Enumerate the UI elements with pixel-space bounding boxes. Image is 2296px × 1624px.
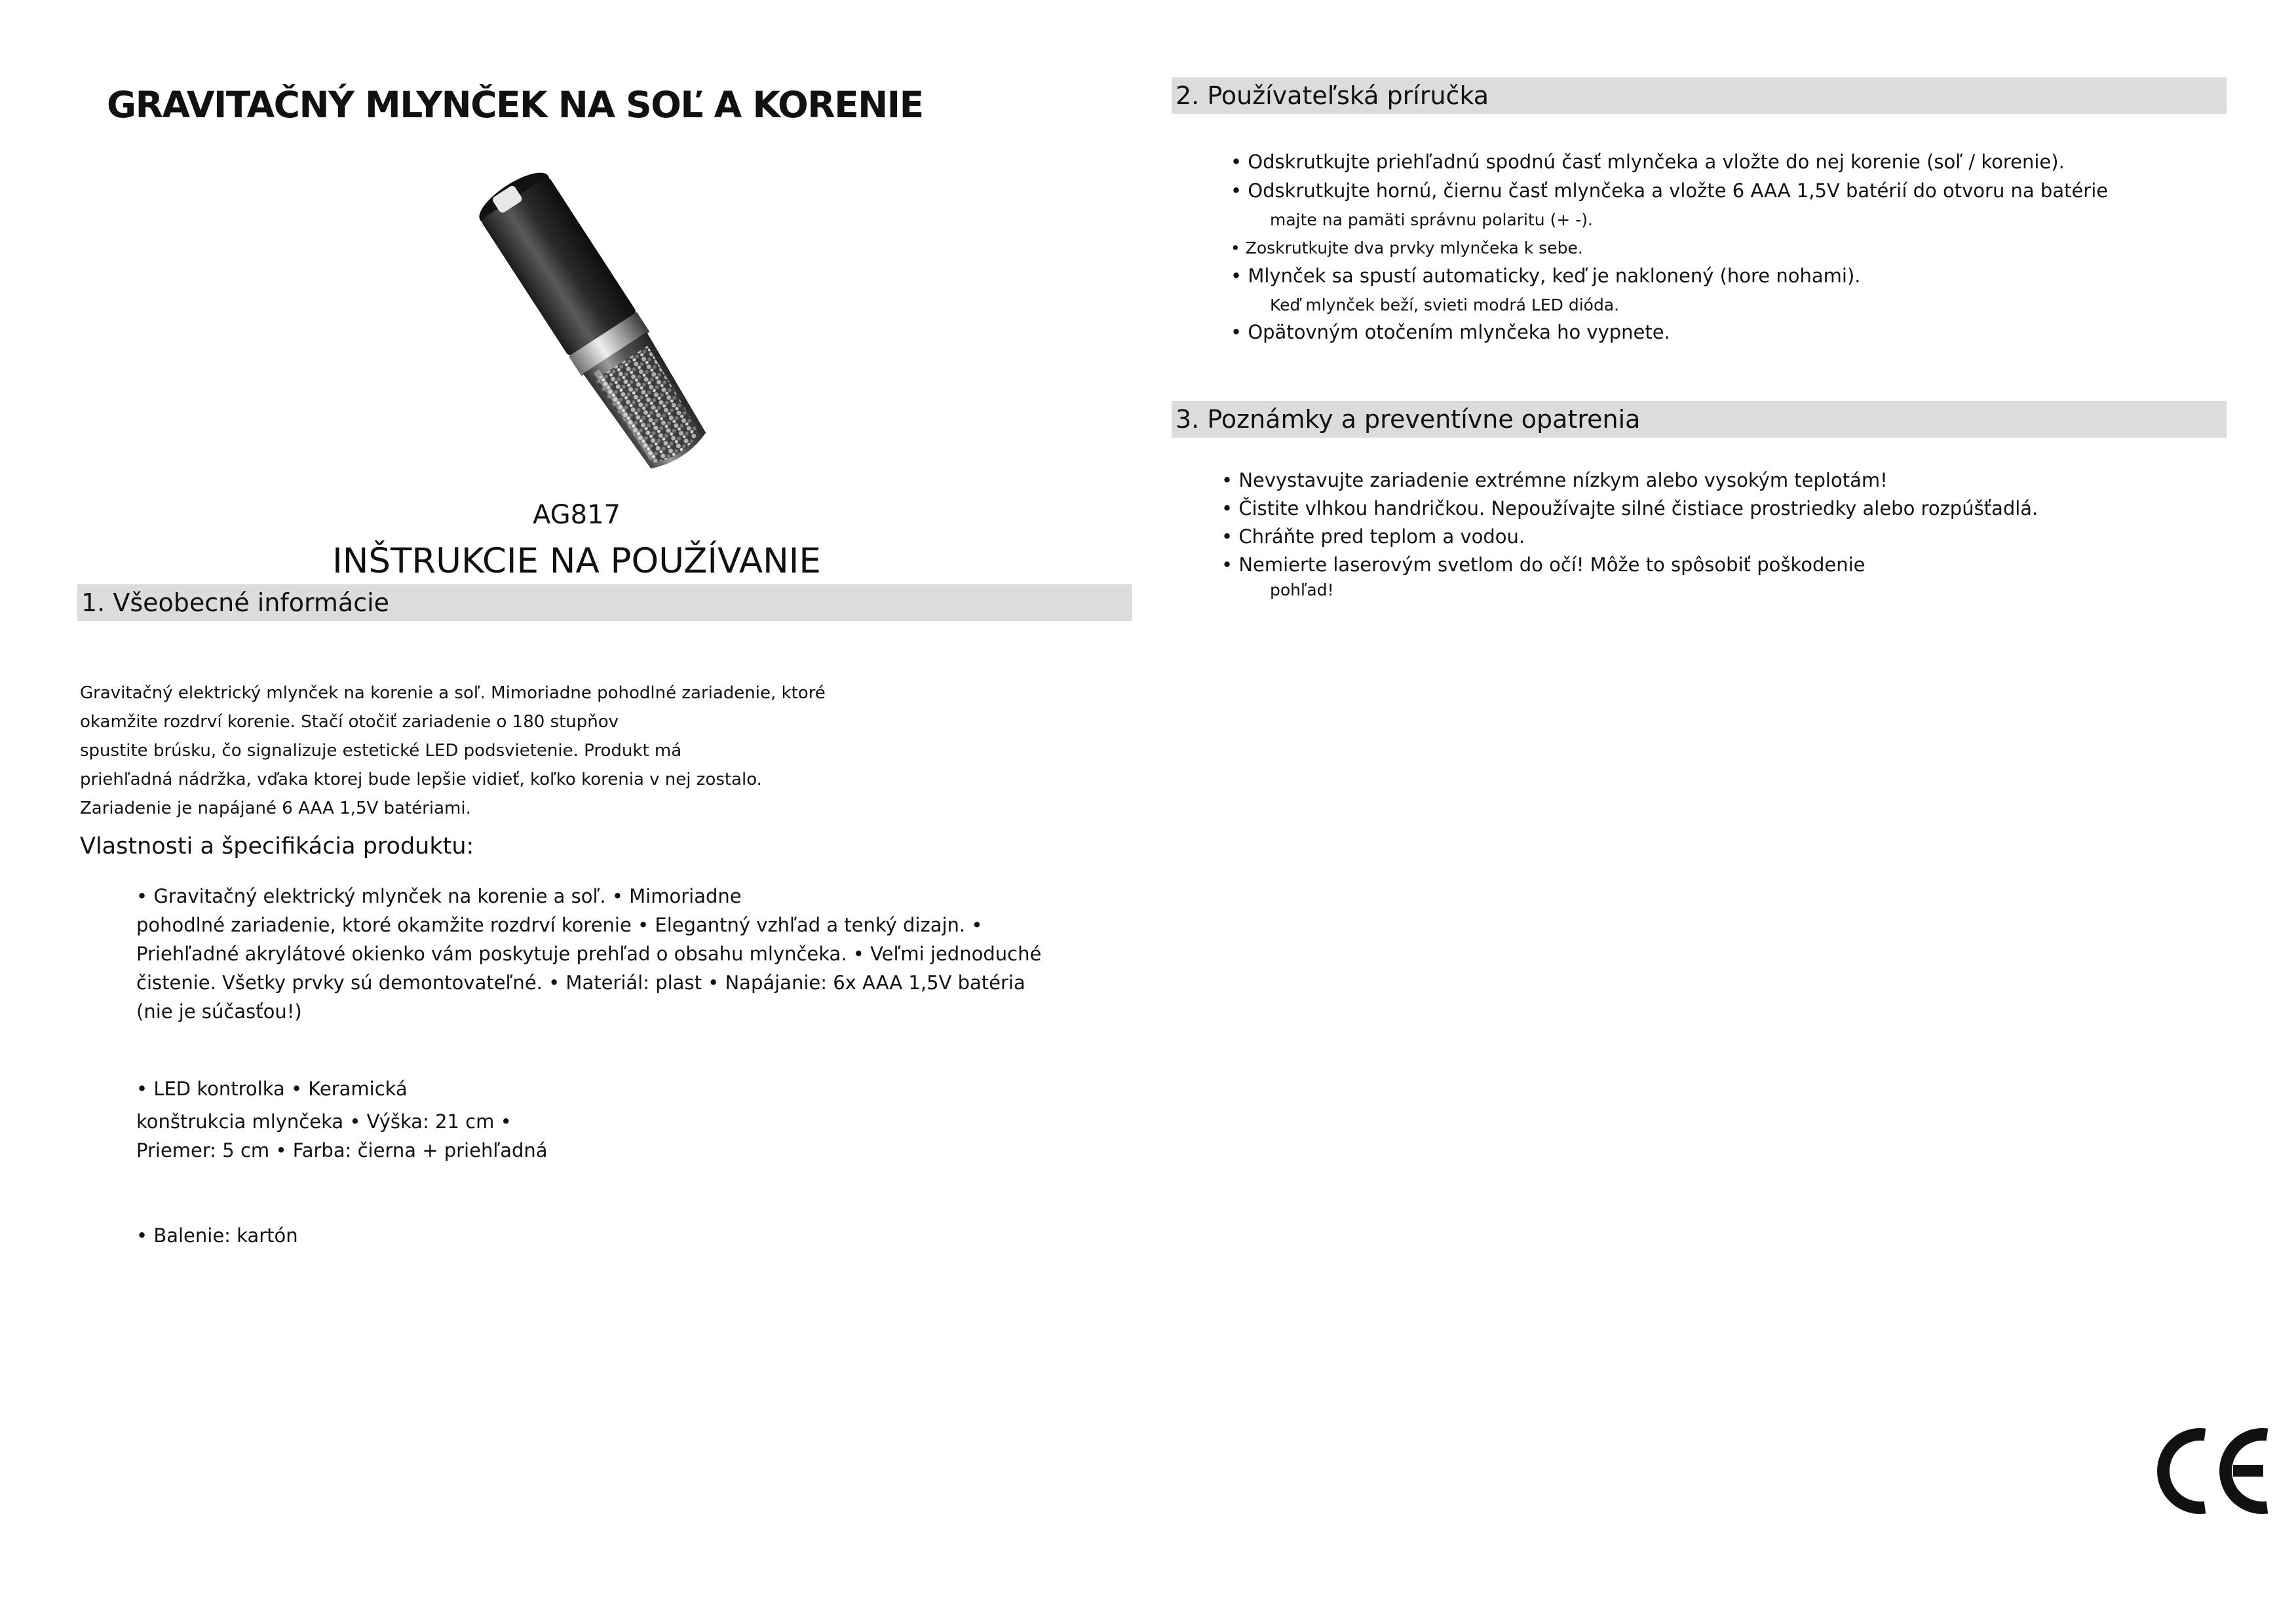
model-number: AG817 xyxy=(532,500,621,530)
section-2-heading: 2. Používateľská príručka xyxy=(1172,77,2227,114)
paragraph-line: okamžite rozdrví korenie. Stačí otočiť zariadenie o 180 stupňov xyxy=(80,712,619,732)
paragraph-line: Zariadenie je napájané 6 AAA 1,5V batériami. xyxy=(80,799,471,818)
paragraph-line: Gravitačný elektrický mlynček na korenie a soľ. Mimoriadne pohodlné zariadenie, ktoré xyxy=(80,683,826,703)
spec-line: pohodlné zariadenie, ktoré okamžite rozdrví korenie • Elegantný vzhľad a tenký dizajn. • xyxy=(136,914,983,936)
guide-line: • Mlynček sa spustí automaticky, keď je naklonený (hore nohami). xyxy=(1231,265,1861,287)
guide-line: • Odskrutkujte priehľadnú spodnú časť mlynčeka a vložte do nej korenie (soľ / korenie). xyxy=(1231,151,2065,173)
spec-block-2 xyxy=(136,1074,548,1165)
ce-mark-icon xyxy=(2156,1427,2274,1515)
spec-line: (nie je súčasťou!) xyxy=(136,1000,302,1023)
notes-line: • Čistite vlhkou handričkou. Nepoužívajte silné čistiace prostriedky alebo rozpúšťadlá. xyxy=(1221,497,2038,519)
general-info-paragraph xyxy=(80,679,826,823)
notes-line: • Nemierte laserovým svetlom do očí! Môže to spôsobiť poškodenie xyxy=(1221,554,1866,576)
guide-line: • Odskrutkujte hornú, čiernu časť mlynčeka a vložte 6 AAA 1,5V batérií do otvoru na batérie xyxy=(1231,179,2109,202)
spec-line: • LED kontrolka • Keramická xyxy=(136,1078,408,1100)
spec-line: Priemer: 5 cm • Farba: čierna + priehľadná xyxy=(136,1139,548,1161)
spec-line: • Balenie: kartón xyxy=(136,1224,298,1247)
guide-line: Keď mlynček beží, svieti modrá LED dióda. xyxy=(1270,295,1620,314)
guide-line: majte na pamäti správnu polaritu (+ -). xyxy=(1270,210,1593,229)
spec-block-1 xyxy=(136,882,1041,1026)
notes-line: pohľad! xyxy=(1270,580,1334,599)
spec-line: čistenie. Všetky prvky sú demontovateľné. • Materiál: plast • Napájanie: 6x AAA 1,5V batéria xyxy=(136,972,1025,994)
spec-line: Priehľadné akrylátové okienko vám poskytuje prehľad o obsahu mlynčeka. • Veľmi jednoduché xyxy=(136,943,1042,965)
instructions-heading: INŠTRUKCIE NA POUŽÍVANIE xyxy=(332,541,821,581)
notes-line: • Nevystavujte zariadenie extrémne nízkym alebo vysokým teplotám! xyxy=(1221,469,1888,491)
spec-line: konštrukcia mlynčeka • Výška: 21 cm • xyxy=(136,1110,512,1133)
pepper-grinder-icon xyxy=(413,147,780,501)
spec-line: • Gravitačný elektrický mlynček na korenie a soľ. • Mimoriadne xyxy=(136,885,742,907)
spec-block-3 xyxy=(136,1221,298,1250)
section-1-heading: 1. Všeobecné informácie xyxy=(77,584,1132,621)
section-3-heading: 3. Poznámky a preventívne opatrenia xyxy=(1172,401,2227,438)
guide-line: • Opätovným otočením mlynčeka ho vypnete. xyxy=(1231,321,1670,343)
page-title: GRAVITAČNÝ MLYNČEK NA SOĽ A KORENIE xyxy=(107,84,923,126)
paragraph-line: priehľadná nádržka, vďaka ktorej bude lepšie vidieť, koľko korenia v nej zostalo. xyxy=(80,770,762,789)
guide-line: • Zoskrutkujte dva prvky mlynčeka k sebe. xyxy=(1231,238,1583,257)
notes-line: • Chráňte pred teplom a vodou. xyxy=(1221,525,1525,548)
spec-heading: Vlastnosti a špecifikácia produktu: xyxy=(80,833,474,859)
paragraph-line: spustite brúsku, čo signalizuje estetické LED podsvietenie. Produkt má xyxy=(80,741,682,761)
